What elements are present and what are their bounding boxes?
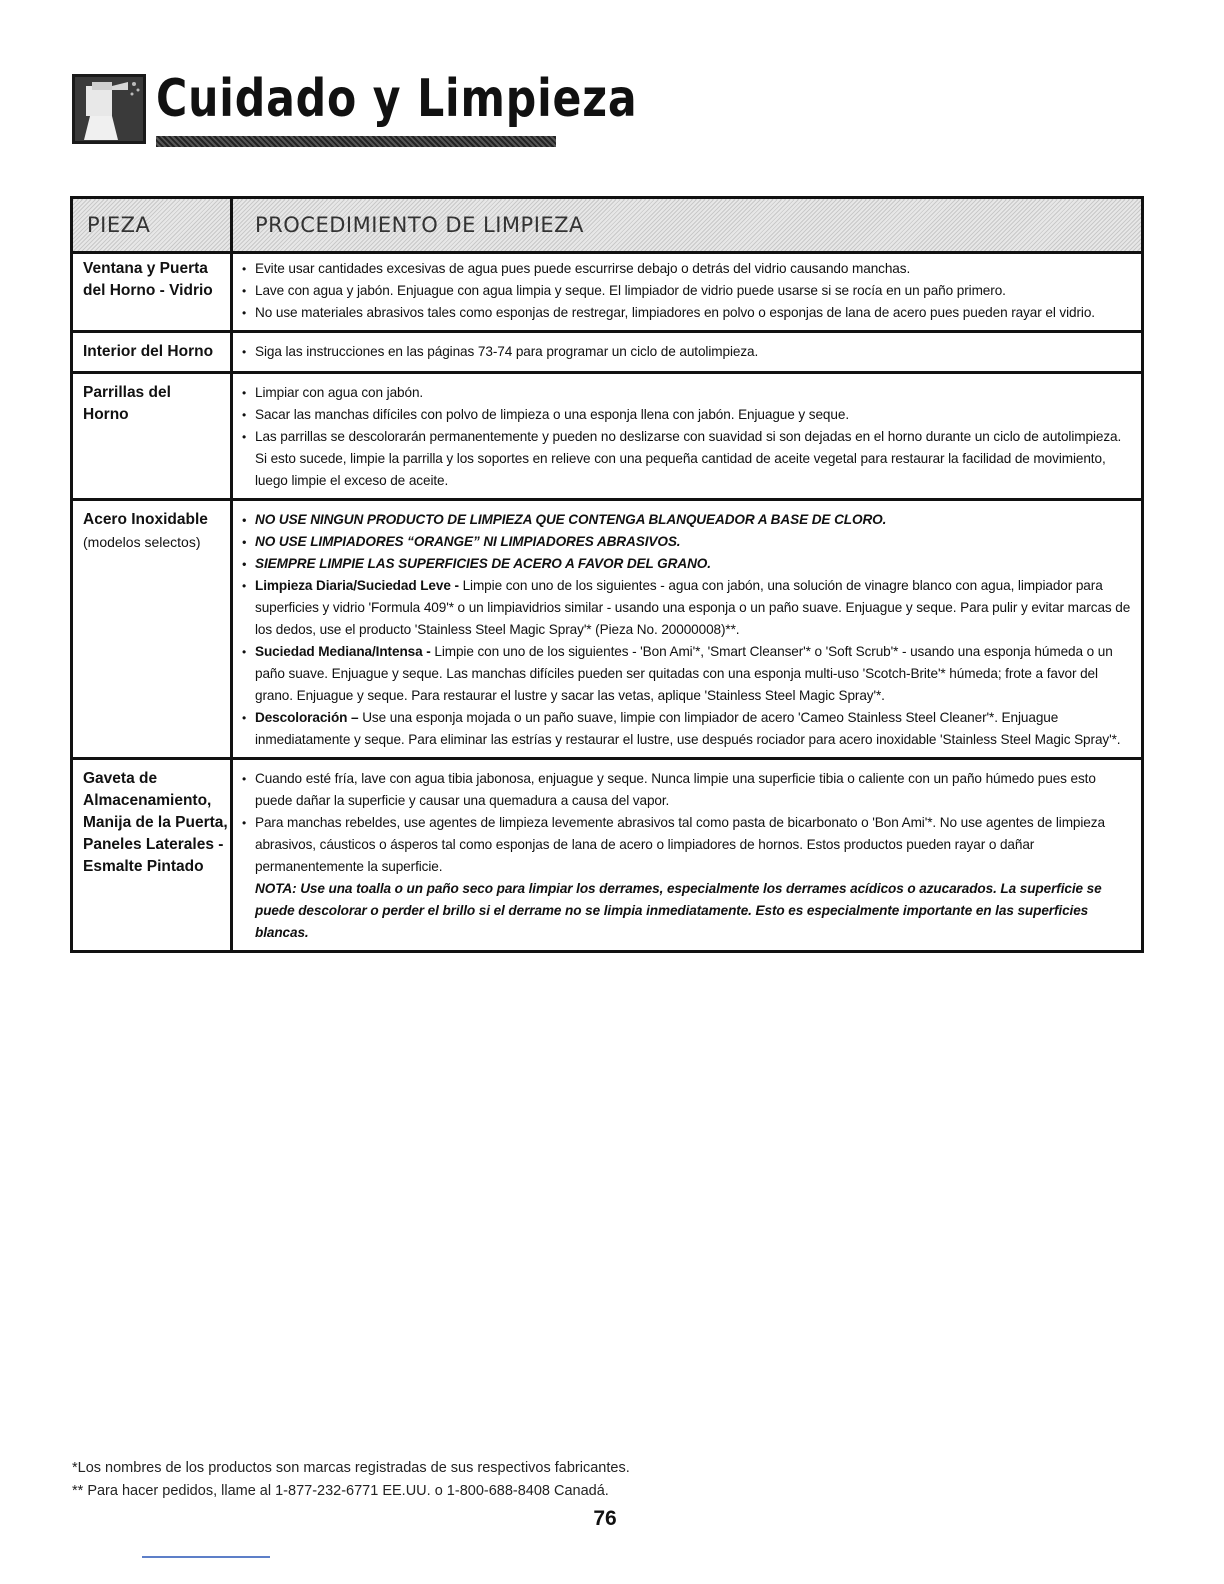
bottom-divider	[142, 1556, 270, 1558]
part-name: Parrillas del Horno	[72, 373, 232, 500]
part-note: (modelos selectos)	[83, 534, 201, 550]
item-text: Limpie con uno de los siguientes - 'Bon Ami'*, 'Smart Cleanser'* o 'Soft Scrub'* - usando una esponja húmeda o un paño suave. Enjuague y seque. Las manchas difíciles pueden ser quitadas con una esponja multi-uso 'Scotch-Brite'* húmeda; frote a favor del grano. Enjuague y seque. Para restaurar el lustre y sacar las vetas, aplique 'Stainless Steel Magic Spray'*.	[255, 644, 1113, 703]
item-lead: Limpieza Diaria/Suciedad Leve -	[255, 578, 459, 593]
procedure-cell	[232, 373, 1143, 500]
procedure-item: • No use materiales abrasivos tales como esponjas de restregar, limpiadores en polvo o esponjas de lana de acero pues pueden rayar el vidrio.	[255, 302, 1135, 324]
warning-item: • NO USE NINGUN PRODUCTO DE LIMPIEZA QUE CONTENGA BLANQUEADOR A BASE DE CLORO.	[255, 509, 1135, 531]
part-name: Ventana y Puerta del Horno - Vidrio	[72, 253, 232, 332]
procedure-cell	[232, 332, 1143, 373]
procedure-item	[255, 641, 1135, 707]
part-name: Gaveta de Almacenamiento, Manija de la Puerta, Paneles Laterales - Esmalte Pintado	[72, 759, 232, 952]
table-row	[72, 253, 1143, 332]
procedure-cell	[232, 500, 1143, 759]
item-text: Limpie con uno de los siguientes - agua con jabón, una solución de vinagre blanco con agua, limpiador para superficies y vidrio 'Formula 409'* o un limpiavidrios similar - usando una esponja o un paño suave. Enjuague y seque. Para pulir y evitar marcas de los dedos, use el producto 'Stainless Steel Magic Spray'* (Pieza No. 20000008)**.	[255, 578, 1131, 637]
part-name: Acero Inoxidable	[83, 511, 208, 528]
table-row	[72, 759, 1143, 952]
column-header-part: PIEZA	[72, 198, 232, 253]
cleaning-table	[70, 196, 1144, 953]
procedure-item: • Siga las instrucciones en las páginas 73-74 para programar un ciclo de autolimpieza.	[255, 341, 1135, 363]
procedure-item	[255, 707, 1135, 751]
table-row	[72, 373, 1143, 500]
item-text: Use una esponja mojada o un paño suave, limpie con limpiador de acero 'Cameo Stainless Steel Cleaner'*. Enjuague inmediatamente y seque. Para eliminar las estrías y restaurar el lustre, use después rociador para acero inoxidable 'Stainless Steel Magic Spray'*.	[255, 710, 1121, 747]
table-row	[72, 500, 1143, 759]
procedure-item: • Cuando esté fría, lave con agua tibia jabonosa, enjuague y seque. Nunca limpie una superficie tibia o caliente con un paño húmedo pues esto puede dañar la superficie y causar una quemadura a causa del vapor.	[255, 768, 1135, 812]
page-title: Cuidado y Limpieza	[156, 69, 638, 129]
note-text: NOTA: Use una toalla o un paño seco para limpiar los derrames, especialmente los derrames acídicos o azucarados. La superficie se puede descolorar o perder el brillo si el derrame no se limpia inmediatamente. Esto es especialmente importante en las superficies blancas.	[255, 881, 1102, 940]
page-number: 76	[593, 1507, 617, 1530]
part-name-cell	[72, 500, 232, 759]
table-header-row	[72, 198, 1143, 253]
item-lead: Suciedad Mediana/Intensa -	[255, 644, 431, 659]
procedure-item: • Limpiar con agua con jabón.	[255, 382, 1135, 404]
spray-cleaning-icon	[72, 74, 146, 144]
column-header-procedure: PROCEDIMIENTO DE LIMPIEZA	[232, 198, 1143, 253]
title-underline	[156, 136, 556, 147]
footnote-trademarks: *Los nombres de los productos son marcas registradas de sus respectivos fabricantes.	[72, 1460, 630, 1476]
procedure-item: • Para manchas rebeldes, use agentes de limpieza levemente abrasivos tal como pasta de bicarbonato o 'Bon Ami'*. No use agentes de limpieza abrasivos, cáusticos o ásperos tal como esponjas de lana de acero o limpiadores de hornos. Estos productos pueden rayar o dañar permanentemente la superficie.	[255, 812, 1135, 878]
footnote-orders: ** Para hacer pedidos, llame al 1-877-232-6771 EE.UU. o 1-800-688-8408 Canadá.	[72, 1483, 609, 1499]
procedure-item	[255, 575, 1135, 641]
procedure-cell	[232, 759, 1143, 952]
page-header	[72, 66, 638, 152]
part-name: Interior del Horno	[72, 332, 232, 373]
warning-item: • SIEMPRE LIMPIE LAS SUPERFICIES DE ACERO A FAVOR DEL GRANO.	[255, 553, 1135, 575]
procedure-cell	[232, 253, 1143, 332]
procedure-item: • Evite usar cantidades excesivas de agua pues puede escurrirse debajo o detrás del vidrio causando manchas.	[255, 258, 1135, 280]
procedure-item: • Lave con agua y jabón. Enjuague con agua limpia y seque. El limpiador de vidrio puede usarse si se rocía en un paño primero.	[255, 280, 1135, 302]
procedure-item: • Sacar las manchas difíciles con polvo de limpieza o una esponja llena con jabón. Enjuague y seque.	[255, 404, 1135, 426]
table-row	[72, 332, 1143, 373]
item-lead: Descoloración –	[255, 710, 359, 725]
warning-item: • NO USE LIMPIADORES “ORANGE” NI LIMPIADORES ABRASIVOS.	[255, 531, 1135, 553]
procedure-item: • Las parrillas se descolorarán permanentemente y pueden no deslizarse con suavidad si son dejadas en el horno durante un ciclo de autolimpieza. Si esto sucede, limpie la parrilla y los soportes en relieve con una pequeña cantidad de aceite vegetal para restaurar la facilidad de movimiento, luego limpie el exceso de aceite.	[255, 426, 1135, 492]
